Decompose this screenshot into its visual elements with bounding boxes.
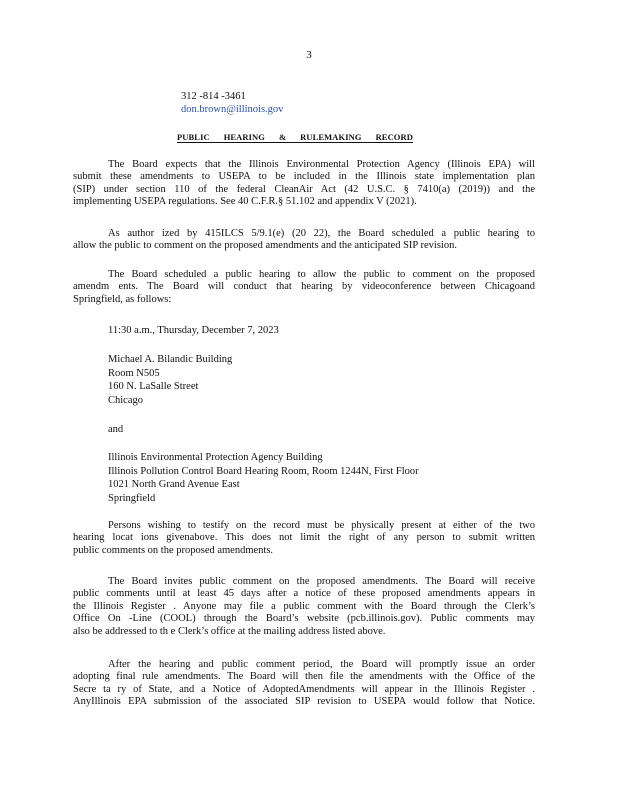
paragraph-line: Secre ta ry of State, and a Notice of AdoptedAmendments will appear in the Illinois Register . [73,683,535,695]
paragraph-line: implementing USEPA regulations. See 40 C.F.R.§ 51.102 and appendix V (2021). [73,196,417,208]
paragraph-line: Springfield, as follows: [73,293,172,305]
paragraph-line: The Board expects that the Illinois Environmental Protection Agency (Illinois EPA) will [108,159,535,170]
and-text: and [108,424,124,435]
hearing-location-chicago [108,353,232,407]
paragraph-line: amendm ents. The Board will conduct that hearing by videoconference between Chicagoand [73,281,535,293]
address-line: Illinois Environmental Protection Agency Building [108,452,323,463]
paragraph-line: public comments until at least 45 days after a notice of these proposed amendments appears in [73,588,535,600]
paragraph-authorization [73,228,535,253]
address-line: 1021 North Grand Avenue East [108,479,240,490]
paragraph-line: allow the public to comment on the proposed amendments and the anticipated SIP revision. [73,240,457,252]
paragraph-line: (SIP) under section 110 of the federal CleanAir Act (42 U.S.C. § 7410(a) (2019)) and the [73,183,535,195]
heading-word: RECORD [375,132,413,142]
address-line: Michael A. Bilandic Building [108,354,233,365]
section-heading [177,132,413,143]
paragraph-public-comment [73,576,535,638]
hearing-location-springfield [108,451,419,505]
paragraph-final-rule [73,659,535,709]
paragraph-testimony [73,520,535,557]
paragraph-line: submit these amendments to USEPA to be included in the Illinois state implementation plan [73,171,535,183]
paragraph-line: hearing locat ions givenabove. This does not limit the right of any person to submit written [73,532,535,544]
contact-email-link[interactable]: don.brown@illinois.gov [181,104,284,115]
paragraph-sip-submission [73,159,535,209]
paragraph-line: also be addressed to th e Clerk’s office at the mailing address listed above. [73,625,386,637]
address-line: 160 N. LaSalle Street [108,381,199,392]
paragraph-hearing-schedule [73,269,535,306]
address-line: Room N505 [108,367,160,379]
heading-word: & [278,132,287,142]
page-number: 3 [306,49,312,61]
hearing-time: 11:30 a.m., Thursday, December 7, 2023 [108,325,279,336]
address-line: Chicago [108,394,143,406]
paragraph-line: Persons wishing to testify on the record must be physically present at either of the two [108,520,535,531]
paragraph-line: Office On -Line (COOL) through the Board’s website (pcb.illinois.gov). Public comments may [73,613,535,625]
paragraph-line: public comments on the proposed amendments. [73,544,274,556]
paragraph-line: After the hearing and public comment period, the Board will promptly issue an order [108,659,535,670]
address-line: Illinois Pollution Control Board Hearing Room, Room 1244N, First Floor [108,465,419,477]
address-line: Springfield [108,492,156,504]
paragraph-line: The Board invites public comment on the proposed amendments. The Board will receive [108,576,535,587]
paragraph-line: AnyIllinois EPA submission of the associated SIP revision to USEPA would follow that Notice. [73,696,535,708]
heading-word: PUBLIC [177,132,210,142]
paragraph-line: As author ized by 415ILCS 5/9.1(e) (20 22), the Board scheduled a public hearing to [108,228,535,239]
paragraph-line: adopting final rule amendments. The Board will then file the amendments with the Office of the [73,671,535,683]
paragraph-line: the Illinois Register . Anyone may file a public comment with the Board through the Clerk’s [73,600,535,612]
heading-word: HEARING [223,132,266,142]
contact-phone: 312 -814 -3461 [181,91,246,102]
heading-word: RULEMAKING [300,132,362,142]
paragraph-line: The Board scheduled a public hearing to allow the public to comment on the proposed [108,269,535,280]
